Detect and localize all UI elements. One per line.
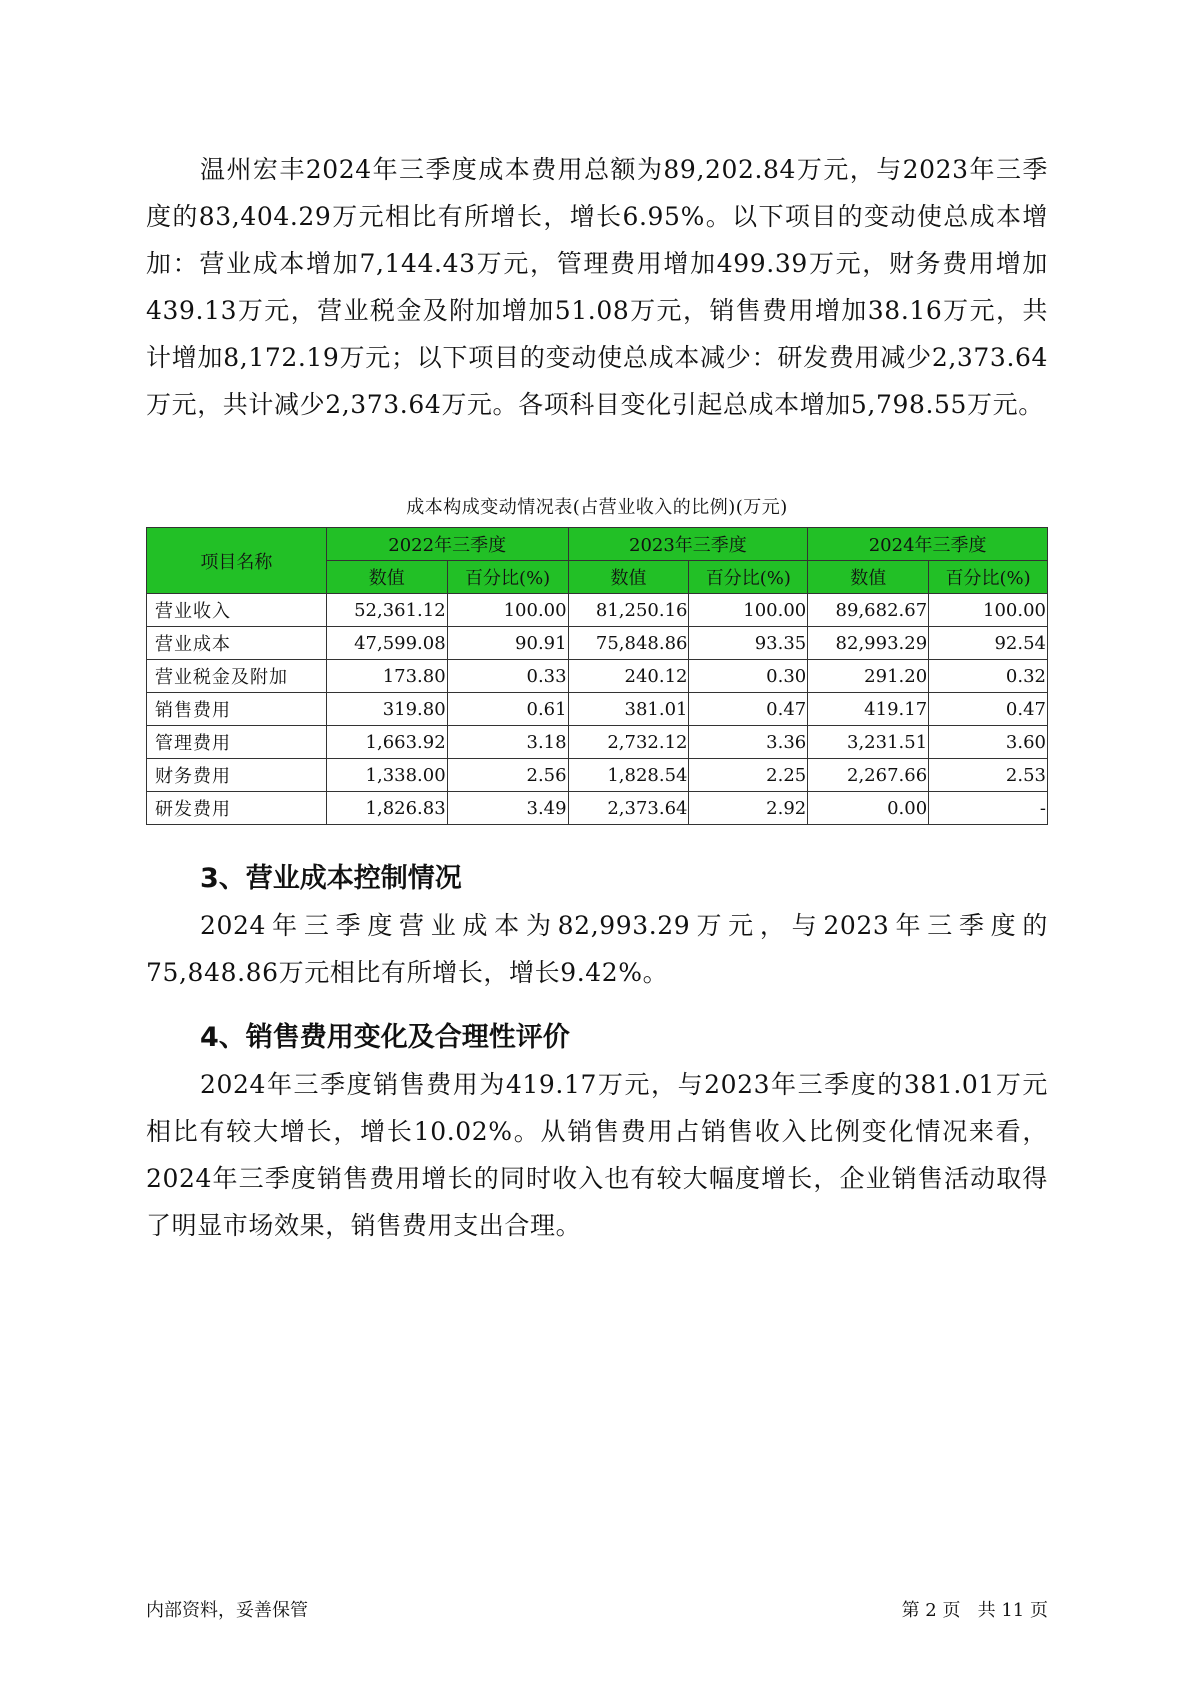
cell-value-2022: 1,826.83 — [326, 792, 447, 825]
cell-value-2024: 0.00 — [808, 792, 929, 825]
cell-value-2022: 1,338.00 — [326, 759, 447, 792]
cell-value-2024: 2,267.66 — [808, 759, 929, 792]
cell-value-2023: 240.12 — [568, 660, 689, 693]
cell-value-2023: 2,732.12 — [568, 726, 689, 759]
cell-value-2024: 3,231.51 — [808, 726, 929, 759]
row-label: 营业收入 — [147, 594, 327, 627]
table-row — [147, 726, 1048, 759]
cell-value-2024: 291.20 — [808, 660, 929, 693]
cell-percent-2022: 3.18 — [447, 726, 568, 759]
row-label: 研发费用 — [147, 792, 327, 825]
cell-value-2022: 173.80 — [326, 660, 447, 693]
cell-percent-2023: 2.92 — [689, 792, 808, 825]
cell-percent-2023: 2.25 — [689, 759, 808, 792]
table-row — [147, 594, 1048, 627]
footer-confidential-note: 内部资料，妥善保管 — [146, 1600, 308, 1621]
cell-percent-2022: 3.49 — [447, 792, 568, 825]
table-row — [147, 627, 1048, 660]
paragraph-cost-summary: 温州宏丰2024年三季度成本费用总额为89,202.84万元，与2023年三季度的83,404.29万元相比有所增长，增长6.95%。以下项目的变动使总成本增加：营业成本增加7,144.43万元，管理费用增加499.39万元，财务费用增加439.13万元，营业税金及附加增加51.08万元，销售费用增加38.16万元，共计增加8,172.19万元；以下项目的变动使总成本减少：研发费用减少2,373.64万元，共计减少2,373.64万元。各项科目变化引起总成本增加5,798.55万元。 — [146, 155, 1048, 419]
paragraph-operating-cost: 2024年三季度营业成本为82,993.29万元，与2023年三季度的75,848.86万元相比有所增长，增长9.42%。 — [146, 911, 1048, 987]
cell-percent-2023: 93.35 — [689, 627, 808, 660]
header-period-2023: 2023年三季度 — [568, 528, 808, 561]
header-period-2022: 2022年三季度 — [326, 528, 568, 561]
row-label: 营业税金及附加 — [147, 660, 327, 693]
header-value-2023: 数值 — [568, 561, 689, 594]
cell-value-2023: 81,250.16 — [568, 594, 689, 627]
row-label: 财务费用 — [147, 759, 327, 792]
cell-percent-2024: 100.00 — [929, 594, 1048, 627]
row-label: 营业成本 — [147, 627, 327, 660]
cell-percent-2024: 3.60 — [929, 726, 1048, 759]
table-header-row-periods — [147, 528, 1048, 561]
cell-value-2022: 319.80 — [326, 693, 447, 726]
header-percent-2023: 百分比(%) — [689, 561, 808, 594]
cell-percent-2024: - — [929, 792, 1048, 825]
cell-percent-2022: 100.00 — [447, 594, 568, 627]
table-row — [147, 660, 1048, 693]
cell-value-2023: 381.01 — [568, 693, 689, 726]
cell-value-2022: 52,361.12 — [326, 594, 447, 627]
footer-page-number: 第 2 页 共 11 页 — [901, 1600, 1048, 1621]
cell-value-2022: 47,599.08 — [326, 627, 447, 660]
header-percent-2024: 百分比(%) — [929, 561, 1048, 594]
cell-value-2022: 1,663.92 — [326, 726, 447, 759]
cell-percent-2022: 2.56 — [447, 759, 568, 792]
table-row — [147, 693, 1048, 726]
paragraph-sales-expense: 2024年三季度销售费用为419.17万元，与2023年三季度的381.01万元相比有较大增长，增长10.02%。从销售费用占销售收入比例变化情况来看，2024年三季度销售费用增长的同时收入也有较大幅度增长，企业销售活动取得了明显市场效果，销售费用支出合理。 — [146, 1070, 1048, 1240]
table-row — [147, 792, 1048, 825]
table-caption: 成本构成变动情况表(占营业收入的比例)(万元) — [406, 497, 788, 518]
header-value-2024: 数值 — [808, 561, 929, 594]
cell-value-2023: 1,828.54 — [568, 759, 689, 792]
cell-percent-2023: 0.30 — [689, 660, 808, 693]
cell-value-2024: 89,682.67 — [808, 594, 929, 627]
cell-value-2024: 419.17 — [808, 693, 929, 726]
section-heading-operating-cost: 3、营业成本控制情况 — [200, 863, 462, 894]
cell-percent-2024: 2.53 — [929, 759, 1048, 792]
cell-percent-2023: 3.36 — [689, 726, 808, 759]
cell-percent-2023: 100.00 — [689, 594, 808, 627]
cell-value-2024: 82,993.29 — [808, 627, 929, 660]
header-period-2024: 2024年三季度 — [808, 528, 1048, 561]
cost-structure-table — [146, 527, 1048, 825]
cell-percent-2024: 92.54 — [929, 627, 1048, 660]
cell-percent-2023: 0.47 — [689, 693, 808, 726]
cell-percent-2022: 0.61 — [447, 693, 568, 726]
cell-percent-2024: 0.32 — [929, 660, 1048, 693]
header-percent-2022: 百分比(%) — [447, 561, 568, 594]
section-heading-sales-expense: 4、销售费用变化及合理性评价 — [200, 1022, 570, 1053]
row-label: 管理费用 — [147, 726, 327, 759]
row-label: 销售费用 — [147, 693, 327, 726]
table-body — [147, 594, 1048, 825]
table-row — [147, 759, 1048, 792]
cell-percent-2022: 0.33 — [447, 660, 568, 693]
cell-percent-2022: 90.91 — [447, 627, 568, 660]
cell-percent-2024: 0.47 — [929, 693, 1048, 726]
header-value-2022: 数值 — [326, 561, 447, 594]
cell-value-2023: 75,848.86 — [568, 627, 689, 660]
cell-value-2023: 2,373.64 — [568, 792, 689, 825]
header-item-name: 项目名称 — [147, 528, 327, 594]
